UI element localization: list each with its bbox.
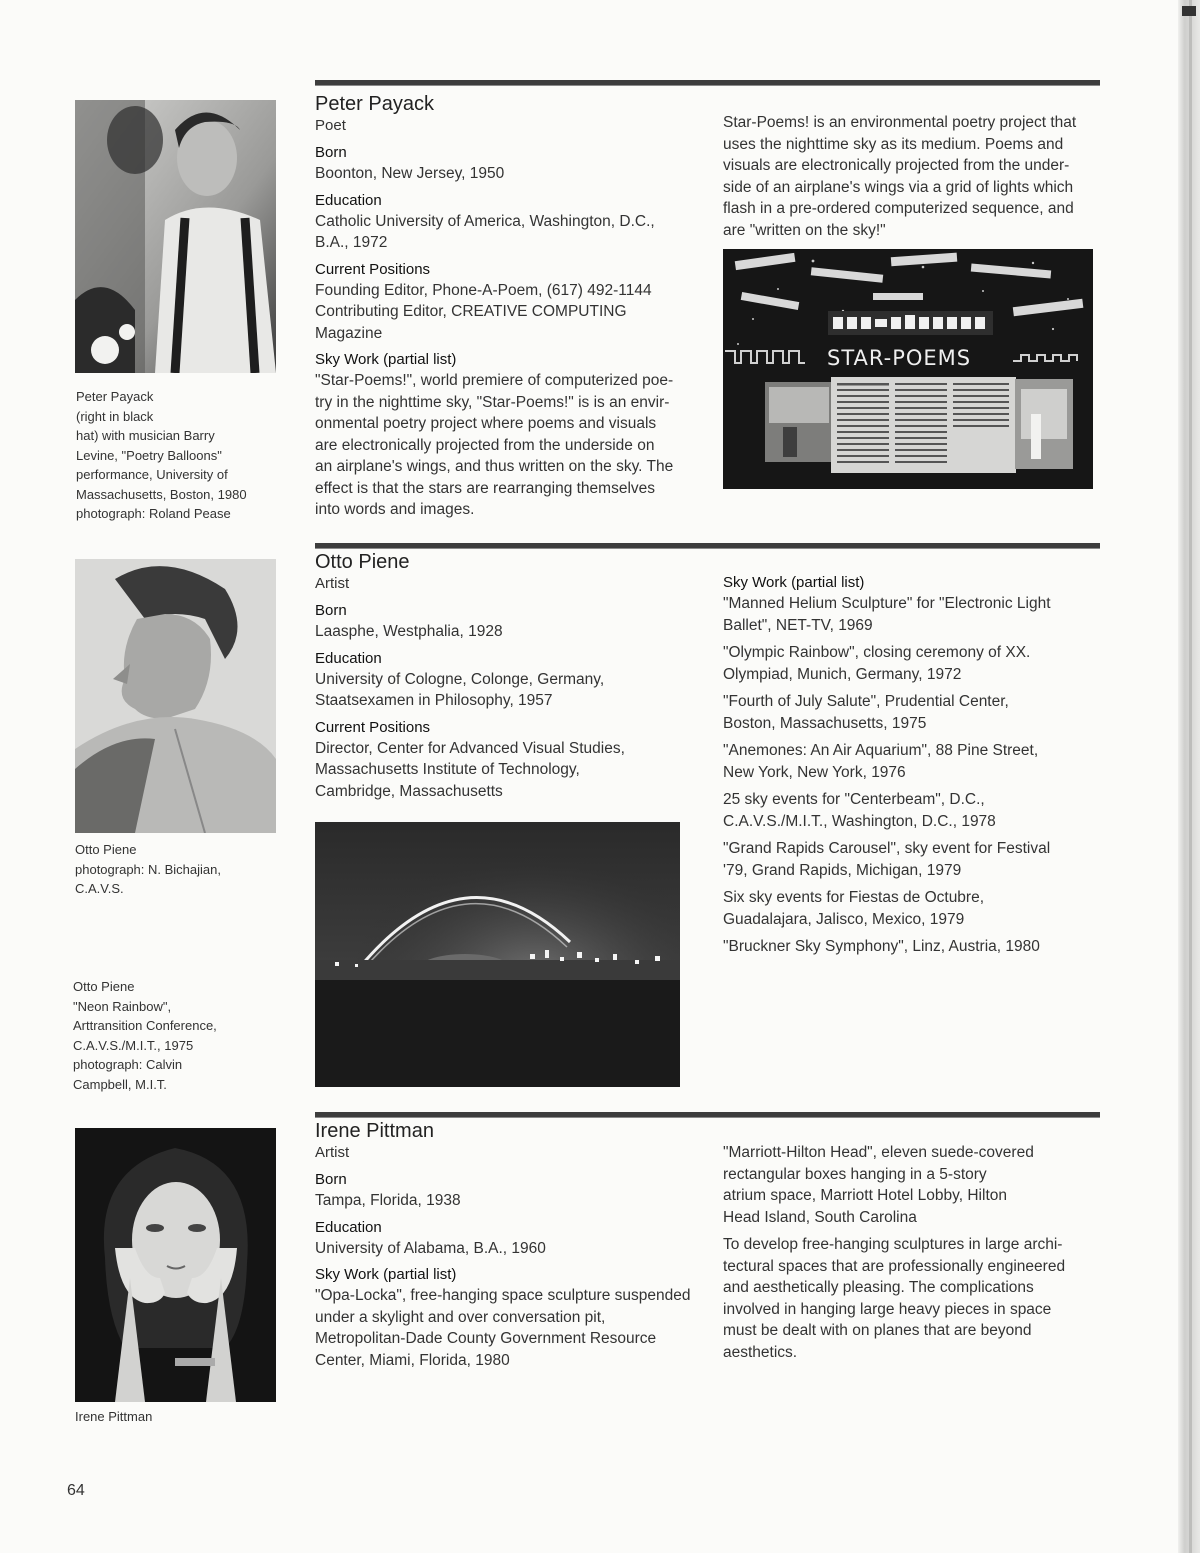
payack-photo: [75, 100, 276, 373]
book-spine-edge: [1178, 0, 1200, 1553]
caption-line: Arttransition Conference,: [73, 1018, 217, 1033]
artist-name: Otto Piene: [315, 551, 410, 573]
education-line: University of Cologne, Colonge, Germany,: [315, 670, 605, 688]
skywork-line: Metropolitan-Dade County Government Resource: [315, 1330, 657, 1347]
piene-bio: [315, 550, 690, 802]
work-line: rectangular boxes hanging in a 5-story: [723, 1165, 987, 1183]
pittman-works: [723, 1142, 1098, 1363]
skywork-line: Ballet", NET-TV, 1969: [723, 616, 873, 634]
education-line: B.A., 1972: [315, 234, 388, 251]
education-label: Education: [315, 191, 382, 209]
born-value: Laasphe, Westphalia, 1928: [315, 623, 503, 640]
skywork-line: Olympiad, Munich, Germany, 1972: [723, 665, 962, 683]
piene-caption: [75, 840, 221, 899]
caption-line: Otto Piene: [75, 842, 137, 857]
page-number: 64: [67, 1482, 85, 1499]
caption-line: Campbell, M.I.T.: [73, 1076, 167, 1092]
skywork-line: onmental poetry project where poems and visuals: [315, 415, 657, 432]
pittman-photo: [75, 1128, 276, 1402]
born-label: Born: [315, 602, 347, 619]
education-line: University of Alabama, B.A., 1960: [315, 1239, 546, 1257]
caption-line: "Neon Rainbow",: [73, 998, 172, 1014]
artist-role: Poet: [315, 117, 346, 134]
position-line: Director, Center for Advanced Visual Studies,: [315, 739, 625, 757]
section-rule-piene: [315, 543, 1100, 549]
neon-rainbow-photo: [315, 822, 680, 1087]
statement-line: involved in hanging large heavy pieces in space: [723, 1300, 1052, 1318]
statement-line: uses the nighttime sky as its medium. Poems and: [723, 135, 1064, 153]
caption-line: Irene Pittman: [75, 1409, 153, 1424]
neon-rainbow-caption: [73, 977, 217, 1094]
skywork-line: "Manned Helium Sculpture" for "Electronic Light: [723, 595, 1051, 612]
skywork-line: New York, New York, 1976: [723, 763, 906, 781]
skywork-line: "Anemones: An Air Aquarium", 88 Pine Street,: [723, 742, 1039, 759]
statement-line: aesthetics.: [723, 1343, 798, 1361]
born-label: Born: [315, 144, 347, 161]
caption-line: photograph: N. Bichajian,: [75, 861, 221, 877]
positions-label: Current Positions: [315, 260, 431, 278]
caption-line: hat) with musician Barry: [76, 428, 215, 443]
artist-name: Peter Payack: [315, 93, 434, 115]
skywork-entry: [723, 642, 1098, 685]
positions-label: Current Positions: [315, 718, 431, 736]
payack-statement: [723, 112, 1098, 241]
position-line: Cambridge, Massachusetts: [315, 782, 503, 800]
skywork-label: Sky Work (partial list): [315, 351, 457, 368]
position-line: Founding Editor, Phone-A-Poem, (617) 492-1144: [315, 281, 652, 299]
statement-line: flash in a pre-ordered computerized sequence, and: [723, 200, 1074, 217]
born-label: Born: [315, 1171, 347, 1188]
artist-role: Artist: [315, 575, 350, 592]
skywork-line: C.A.V.S./M.I.T., Washington, D.C., 1978: [723, 812, 996, 830]
poster-title: STAR-POEMS: [827, 346, 972, 370]
skywork-line: "Star-Poems!", world premiere of computerized poe-: [315, 372, 674, 389]
section-rule-pittman: [315, 1112, 1100, 1118]
skywork-line: effect is that the stars are rearranging themselves: [315, 479, 656, 497]
statement-line: are "written on the sky!": [723, 221, 886, 239]
statement-line: and aesthetically pleasing. The complications: [723, 1279, 1034, 1296]
caption-line: Massachusetts, Boston, 1980: [76, 486, 247, 502]
education-line: Catholic University of America, Washington, D.C.,: [315, 212, 655, 230]
skywork-entry: [723, 593, 1098, 636]
skywork-line: Guadalajara, Jalisco, Mexico, 1979: [723, 910, 965, 928]
position-line: Massachusetts Institute of Technology,: [315, 761, 580, 778]
caption-line: photograph: Calvin: [73, 1057, 183, 1072]
born-value: Boonton, New Jersey, 1950: [315, 165, 505, 182]
statement-line: must be dealt with on planes that are beyond: [723, 1322, 1032, 1339]
caption-line: performance, University of: [76, 467, 228, 482]
caption-line: C.A.V.S./M.I.T., 1975: [73, 1037, 194, 1053]
skywork-line: '79, Grand Rapids, Michigan, 1979: [723, 861, 962, 879]
statement-line: To develop free-hanging sculptures in large archi-: [723, 1236, 1063, 1253]
skywork-line: 25 sky events for "Centerbeam", D.C.,: [723, 791, 985, 808]
skywork-line: "Opa-Locka", free-hanging space sculpture suspended: [315, 1287, 691, 1304]
spine-tab: [1182, 6, 1196, 16]
skywork-entry: [723, 887, 1098, 930]
piene-skywork: [723, 573, 1098, 958]
skywork-line: try in the nighttime sky, "Star-Poems!" is is an envir-: [315, 393, 670, 411]
skywork-entry: [723, 838, 1098, 881]
work-line: Head Island, South Carolina: [723, 1208, 917, 1226]
piene-photo: [75, 559, 276, 833]
payack-caption: [76, 387, 247, 524]
skywork-line: "Grand Rapids Carousel", sky event for Festival: [723, 840, 1051, 857]
skywork-line: into words and images.: [315, 501, 475, 518]
skywork-line: are electronically projected from the underside on: [315, 436, 655, 454]
caption-line: Otto Piene: [73, 979, 135, 994]
work-line: "Marriott-Hilton Head", eleven suede-covered: [723, 1144, 1034, 1161]
skywork-line: under a skylight and over conversation pit,: [315, 1308, 606, 1326]
skywork-line: "Bruckner Sky Symphony", Linz, Austria, 1980: [723, 938, 1040, 955]
statement-line: tectural spaces that are professionally engineered: [723, 1257, 1066, 1275]
artist-role: Artist: [315, 1144, 350, 1161]
star-poems-poster: [723, 249, 1093, 489]
skywork-entry: [723, 691, 1098, 734]
work-line: atrium space, Marriott Hotel Lobby, Hilton: [723, 1187, 1007, 1204]
caption-line: C.A.V.S.: [75, 881, 124, 896]
skywork-label: Sky Work (partial list): [315, 1266, 457, 1283]
skywork-line: "Fourth of July Salute", Prudential Center,: [723, 693, 1009, 710]
caption-line: photograph: Roland Pease: [76, 506, 231, 521]
skywork-entry: [723, 936, 1098, 958]
position-line: Magazine: [315, 324, 383, 342]
skywork-line: Six sky events for Fiestas de Octubre,: [723, 889, 985, 906]
caption-line: Levine, "Poetry Balloons": [76, 447, 222, 463]
skywork-label: Sky Work (partial list): [723, 574, 865, 591]
education-label: Education: [315, 1218, 382, 1236]
caption-line: (right in black: [76, 408, 154, 424]
skywork-line: Boston, Massachusetts, 1975: [723, 714, 927, 732]
skywork-line: "Olympic Rainbow", closing ceremony of XX.: [723, 644, 1031, 661]
statement-line: Star-Poems! is an environmental poetry project that: [723, 114, 1077, 131]
payack-bio: [315, 92, 690, 521]
statement-line: side of an airplane's wings via a grid of lights which: [723, 178, 1074, 196]
born-value: Tampa, Florida, 1938: [315, 1192, 461, 1209]
artist-name: Irene Pittman: [315, 1120, 434, 1142]
skywork-line: an airplane's wings, and thus written on the sky. The: [315, 458, 674, 475]
statement-line: visuals are electronically projected from the under-: [723, 157, 1070, 174]
section-rule-payack: [315, 80, 1100, 86]
spine-shadow: [1189, 0, 1192, 1553]
position-line: Contributing Editor, CREATIVE COMPUTING: [315, 303, 627, 320]
skywork-entry: [723, 789, 1098, 832]
caption-line: Peter Payack: [76, 389, 154, 404]
skywork-entry: [723, 740, 1098, 783]
education-label: Education: [315, 649, 382, 667]
education-line: Staatsexamen in Philosophy, 1957: [315, 692, 553, 709]
skywork-line: Center, Miami, Florida, 1980: [315, 1351, 510, 1369]
pittman-caption: [75, 1407, 152, 1427]
pittman-bio: [315, 1119, 690, 1371]
